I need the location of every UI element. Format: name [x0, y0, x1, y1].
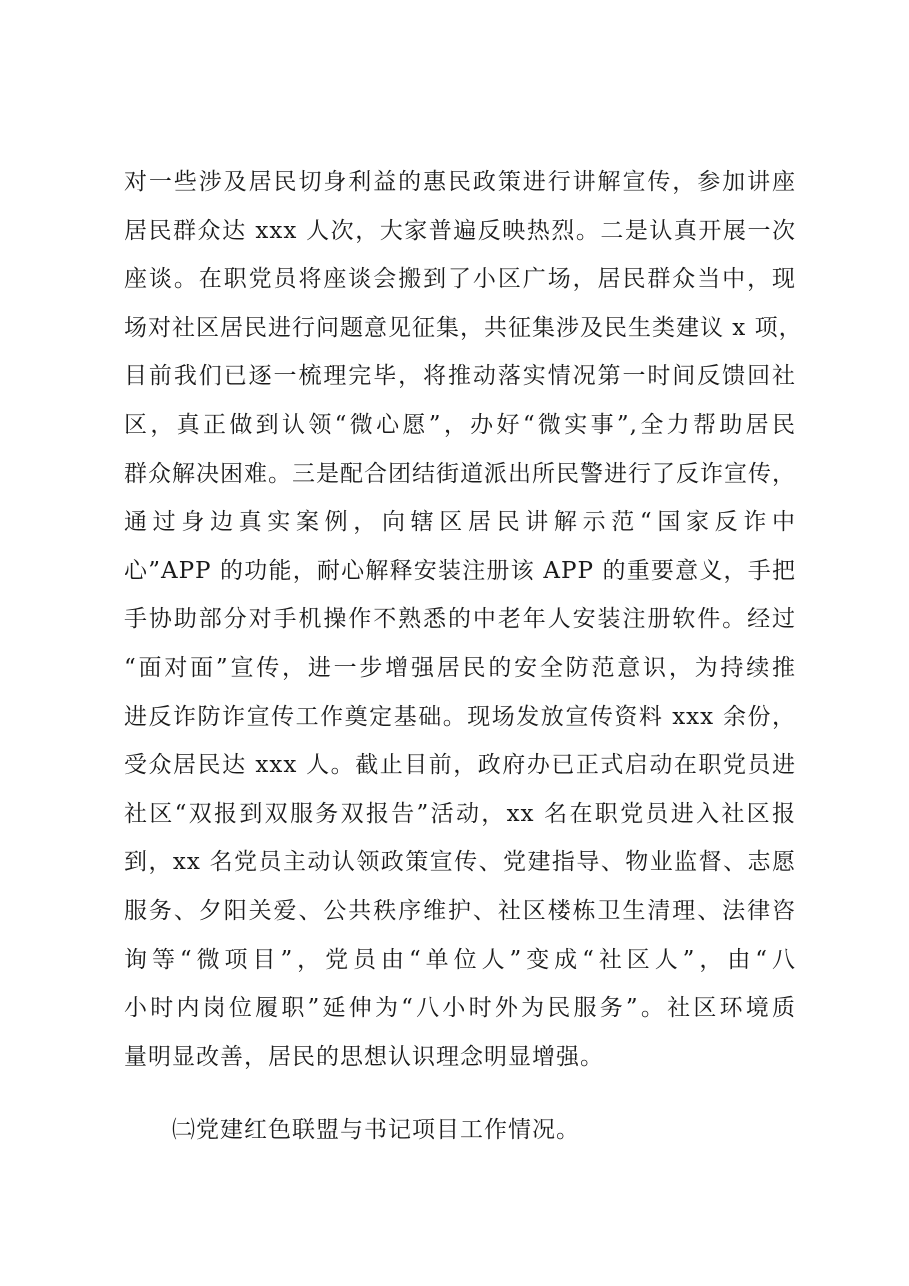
paragraph-line: 座谈。在职党员将座谈会搬到了小区广场，居民群众当中，现 [124, 266, 796, 292]
section-heading: ㈡党建红色联盟与书记项目工作情况。 [172, 1117, 580, 1143]
paragraph-line: 目前我们已逐一梳理完毕，将推动落实情况第一时间反馈回社 [124, 363, 796, 389]
paragraph-line: 询等“微项目”，党员由“单位人”变成“社区人”，由“八 [124, 947, 796, 973]
paragraph-line: 手协助部分对手机操作不熟悉的中老年人安装注册软件。经过 [124, 606, 796, 632]
paragraph-line: 居民群众达 xxx 人次，大家普遍反映热烈。二是认真开展一次 [124, 218, 796, 244]
paragraph-line: 受众居民达 xxx 人。截止目前，政府办已正式启动在职党员进 [124, 752, 796, 778]
paragraph-line: 到，xx 名党员主动认领政策宣传、党建指导、物业监督、志愿 [124, 849, 796, 875]
paragraph-line: 小时内岗位履职”延伸为“八小时外为民服务”。社区环境质 [124, 995, 796, 1021]
paragraph-line: 社区“双报到双服务双报告”活动，xx 名在职党员进入社区报 [124, 801, 796, 827]
paragraph-line: 群众解决困难。三是配合团结街道派出所民警进行了反诈宣传， [124, 461, 796, 487]
paragraph-line: 量明显改善，居民的思想认识理念明显增强。 [124, 1044, 604, 1070]
paragraph-line: “面对面”宣传，进一步增强居民的安全防范意识，为持续推 [124, 655, 796, 681]
paragraph-line: 心”APP 的功能，耐心解释安装注册该 APP 的重要意义，手把 [124, 558, 796, 584]
paragraph-line: 场对社区居民进行问题意见征集，共征集涉及民生类建议 x 项， [124, 315, 803, 341]
paragraph-line: 服务、夕阳关爱、公共秩序维护、社区楼栋卫生清理、法律咨 [124, 898, 796, 924]
paragraph-line: 对一些涉及居民切身利益的惠民政策进行讲解宣传，参加讲座 [124, 169, 796, 195]
paragraph-line: 进反诈防诈宣传工作奠定基础。现场发放宣传资料 xxx 余份， [124, 704, 796, 730]
paragraph-line: 区，真正做到认领“微心愿”，办好“微实事”,全力帮助居民 [124, 412, 796, 438]
paragraph-line: 通过身边真实案例，向辖区居民讲解示范“国家反诈中 [124, 509, 796, 535]
